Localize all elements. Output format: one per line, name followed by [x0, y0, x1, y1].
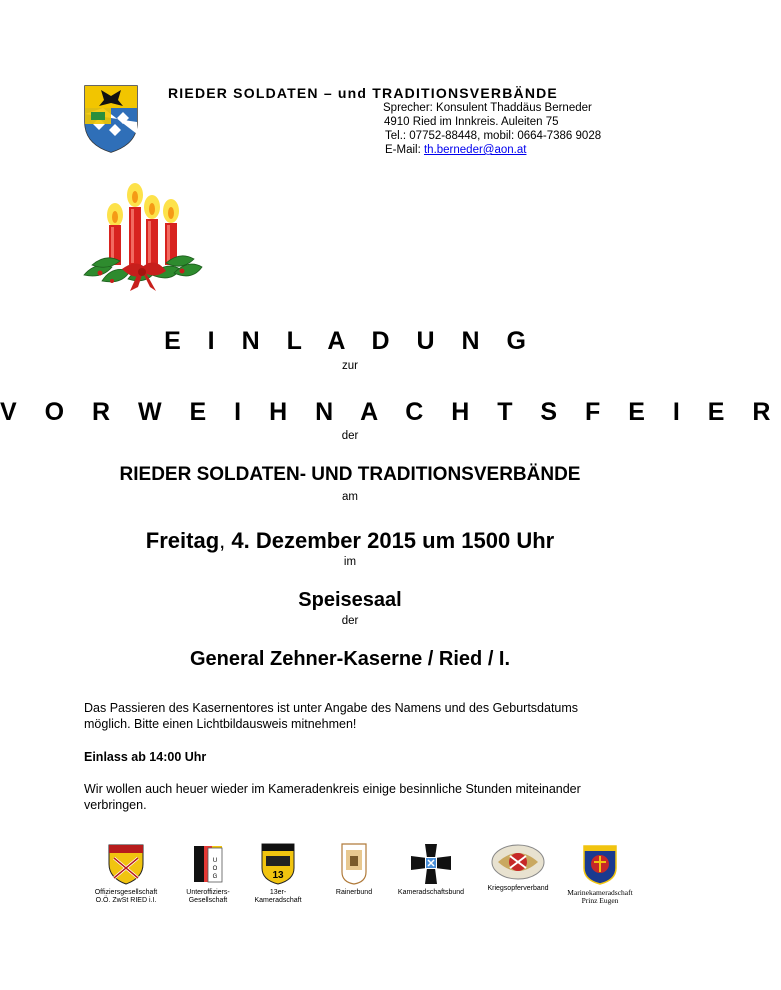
logo-label: Rainerbund	[335, 889, 373, 896]
header-address: 4910 Ried im Innkreis. Auleiten 75	[384, 116, 559, 128]
connector-am: am	[342, 491, 358, 503]
header-email-line	[385, 143, 526, 157]
email-prefix: E-Mail:	[385, 144, 424, 156]
connector-zur: zur	[342, 360, 358, 372]
logo-kameradschaftsbund	[395, 842, 467, 897]
logo-label: 13er- Kameradschaft	[254, 889, 302, 904]
logo-unteroffiziersgesellschaft	[180, 842, 236, 905]
coat-of-arms-icon	[83, 84, 139, 154]
svg-text:O: O	[212, 866, 218, 872]
entry-time: Einlass ab 14:00 Uhr	[84, 750, 207, 764]
logo-label: Kameradschaftsbund	[397, 889, 465, 896]
logo-label: Offiziersgesellschaft O.Ö. ZwSt RIED i.I.	[94, 889, 158, 904]
header-speaker: Sprecher: Konsulent Thaddäus Berneder	[383, 102, 592, 114]
email-link[interactable]: th.berneder@aon.at	[423, 144, 527, 156]
marinekameradschaft-emblem-icon	[580, 842, 620, 886]
unteroffiziers-emblem-icon	[190, 842, 226, 886]
event-date-separator: ,	[219, 528, 226, 553]
logo-kriegsopferverband	[480, 842, 556, 893]
advent-candles-icon	[82, 183, 204, 293]
event-title: V O R W E I H N A C H T S F E I E R	[0, 398, 781, 426]
connector-der: der	[341, 430, 359, 442]
logo-label: Unteroffiziers- Gesellschaft	[186, 889, 230, 904]
event-place: Speisesaal	[298, 589, 402, 611]
event-location: General Zehner-Kaserne / Ried / I.	[189, 648, 511, 670]
event-date	[0, 528, 700, 554]
kriegsopferverband-emblem-icon	[490, 842, 546, 882]
connector-der-2: der	[341, 615, 359, 627]
header-phone: Tel.: 07752-88448, mobil: 0664-7386 9028	[385, 130, 602, 142]
svg-text:U: U	[212, 858, 218, 864]
event-day: Freitag	[145, 528, 220, 553]
header-org-title: RIEDER SOLDATEN – und TRADITIONSVERBÄNDE	[168, 85, 558, 101]
logo-marinekameradschaft	[562, 842, 638, 905]
access-paragraph: Das Passieren des Kasernentores ist unter Angabe des Namens und des Geburtsdatums möglich. Bitte einen Lichtbildausweis mitnehmen!	[84, 701, 579, 731]
logo-label: Kriegsopferverband	[487, 885, 549, 892]
invitation-title: E I N L A D U N G	[164, 327, 536, 355]
closing-paragraph: Wir wollen auch heuer wieder im Kameradenkreis einige besinnliche Stunden miteinander verbringen.	[84, 782, 581, 812]
rainerbund-emblem-icon	[340, 842, 368, 886]
svg-text:G: G	[212, 874, 218, 880]
event-date-time: 4. Dezember 2015 um 1500 Uhr	[225, 528, 555, 553]
logo-label: Marinekameradschaft Prinz Eugen	[567, 888, 633, 905]
logo-offiziersgesellschaft	[90, 842, 162, 905]
connector-im: im	[343, 556, 357, 568]
offiziersgesellschaft-emblem-icon	[106, 842, 146, 886]
organization-name: RIEDER SOLDATEN- UND TRADITIONSVERBÄNDE	[119, 464, 581, 485]
logo-13er-kameradschaft	[250, 842, 306, 905]
logo-rainerbund	[328, 842, 380, 897]
kameradschaftsbund-cross-icon	[409, 842, 453, 886]
13er-emblem-icon	[260, 842, 296, 886]
svg-text:13: 13	[272, 870, 284, 881]
